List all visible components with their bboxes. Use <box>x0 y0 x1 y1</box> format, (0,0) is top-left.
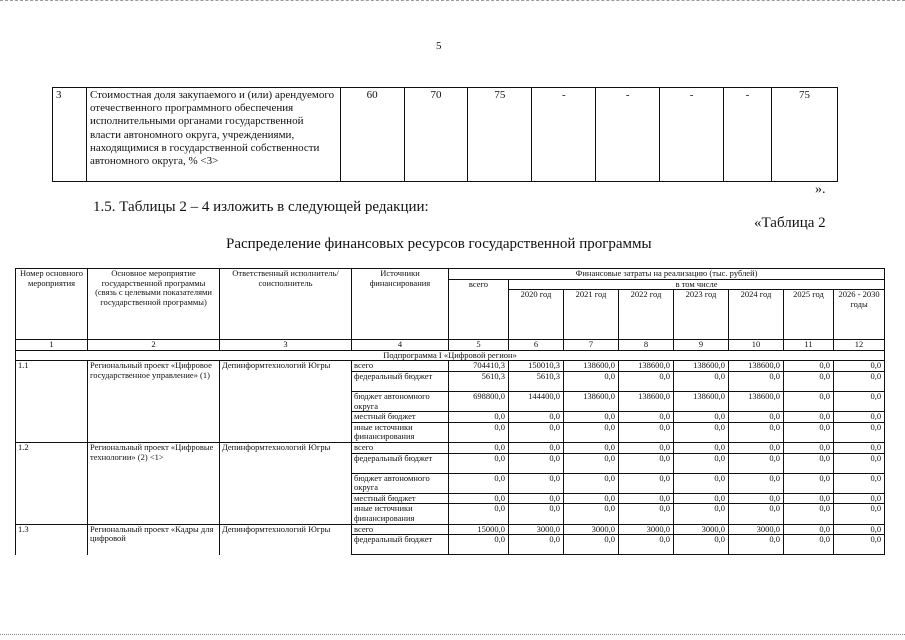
amount-cell: 3000,0 <box>674 524 729 535</box>
financial-resources-table <box>15 268 885 555</box>
indicator-text: Стоимостная доля закупаемого и (или) арендуемого отечественного программного обеспечения исполнительными органами государственной власти автономного округа, учреждениями, находящимися в государственной собственности автономного округа, % <3> <box>86 88 340 182</box>
amount-cell: 0,0 <box>729 535 784 555</box>
column-index: 3 <box>220 340 352 351</box>
amount-cell: 0,0 <box>784 493 834 504</box>
indicator-value: - <box>724 88 772 182</box>
amount-cell: 3000,0 <box>619 524 674 535</box>
table-label: «Таблица 2 <box>754 215 826 231</box>
header-year: 2020 год <box>509 290 564 340</box>
activity-num: 1.2 <box>16 442 88 524</box>
header-source: Источники финансирования <box>352 269 449 340</box>
funding-source: иные источники финансирования <box>352 504 449 524</box>
amount-cell: 0,0 <box>619 442 674 453</box>
amount-cell: 0,0 <box>449 504 509 524</box>
amount-cell: 150010,3 <box>509 361 564 372</box>
column-index: 6 <box>509 340 564 351</box>
activity-executor: Депинформтехнологий Югры <box>220 442 352 524</box>
amount-cell: 0,0 <box>449 535 509 555</box>
amount-cell: 0,0 <box>784 473 834 493</box>
amount-cell: 5610,3 <box>449 371 509 391</box>
funding-source: всего <box>352 361 449 372</box>
funding-source: местный бюджет <box>352 412 449 423</box>
amount-cell: 0,0 <box>619 371 674 391</box>
activity-num: 1.1 <box>16 361 88 443</box>
amount-cell: 0,0 <box>449 473 509 493</box>
amount-cell: 0,0 <box>784 442 834 453</box>
amount-cell: 0,0 <box>834 535 885 555</box>
amount-cell: 0,0 <box>564 453 619 473</box>
amount-cell: 0,0 <box>564 371 619 391</box>
amount-cell: 0,0 <box>729 371 784 391</box>
header-activity: Основное мероприятие государственной программы (связь с целевыми показателями государственной программы) <box>88 269 220 340</box>
amount-cell: 0,0 <box>729 493 784 504</box>
funding-source: федеральный бюджет <box>352 535 449 555</box>
amount-cell: 0,0 <box>674 473 729 493</box>
amount-cell: 0,0 <box>729 453 784 473</box>
amount-cell: 0,0 <box>509 422 564 442</box>
amount-cell: 698800,0 <box>449 391 509 411</box>
instruction-text: 1.5. Таблицы 2 – 4 изложить в следующей редакции: <box>93 199 429 215</box>
amount-cell: 0,0 <box>784 535 834 555</box>
amount-cell: 138600,0 <box>619 361 674 372</box>
amount-cell: 0,0 <box>729 412 784 423</box>
amount-cell: 144400,0 <box>509 391 564 411</box>
amount-cell: 3000,0 <box>729 524 784 535</box>
amount-cell: 0,0 <box>449 493 509 504</box>
amount-cell: 0,0 <box>619 422 674 442</box>
closing-quote: ». <box>815 182 826 197</box>
header-costs: Финансовые затраты на реализацию (тыс. рублей) <box>449 269 885 280</box>
amount-cell: 704410,3 <box>449 361 509 372</box>
amount-cell: 3000,0 <box>564 524 619 535</box>
amount-cell: 0,0 <box>449 412 509 423</box>
amount-cell: 0,0 <box>834 442 885 453</box>
table-title: Распределение финансовых ресурсов государственной программы <box>226 236 652 252</box>
amount-cell: 0,0 <box>449 453 509 473</box>
amount-cell: 0,0 <box>834 524 885 535</box>
funding-source: всего <box>352 442 449 453</box>
funding-source: иные источники финансирования <box>352 422 449 442</box>
amount-cell: 138600,0 <box>674 361 729 372</box>
indicator-num: 3 <box>53 88 87 182</box>
amount-cell: 0,0 <box>834 412 885 423</box>
amount-cell: 0,0 <box>784 422 834 442</box>
amount-cell: 0,0 <box>619 453 674 473</box>
header-row-1 <box>16 269 885 280</box>
table-row <box>16 361 885 372</box>
indicator-value: - <box>596 88 660 182</box>
header-executor: Ответственный исполнитель/ соисполнитель <box>220 269 352 340</box>
amount-cell: 0,0 <box>619 412 674 423</box>
amount-cell: 0,0 <box>729 504 784 524</box>
header-year: 2023 год <box>674 290 729 340</box>
amount-cell: 15000,0 <box>449 524 509 535</box>
amount-cell: 0,0 <box>784 504 834 524</box>
amount-cell: 0,0 <box>674 371 729 391</box>
amount-cell: 0,0 <box>509 442 564 453</box>
amount-cell: 0,0 <box>564 442 619 453</box>
header-year: 2021 год <box>564 290 619 340</box>
amount-cell: 0,0 <box>509 412 564 423</box>
column-index-row <box>16 340 885 351</box>
column-index: 12 <box>834 340 885 351</box>
amount-cell: 0,0 <box>619 535 674 555</box>
indicator-value: 75 <box>468 88 532 182</box>
amount-cell: 0,0 <box>674 504 729 524</box>
amount-cell: 0,0 <box>509 504 564 524</box>
amount-cell: 0,0 <box>509 473 564 493</box>
amount-cell: 0,0 <box>784 371 834 391</box>
amount-cell: 138600,0 <box>564 391 619 411</box>
amount-cell: 0,0 <box>674 493 729 504</box>
column-index: 7 <box>564 340 619 351</box>
funding-source: местный бюджет <box>352 493 449 504</box>
indicator-value: 70 <box>404 88 468 182</box>
amount-cell: 0,0 <box>729 422 784 442</box>
column-index: 11 <box>784 340 834 351</box>
amount-cell: 0,0 <box>509 493 564 504</box>
amount-cell: 138600,0 <box>619 391 674 411</box>
amount-cell: 0,0 <box>784 412 834 423</box>
table-row <box>16 442 885 453</box>
amount-cell: 0,0 <box>834 453 885 473</box>
amount-cell: 0,0 <box>834 504 885 524</box>
subprogram-title: Подпрограмма I «Цифровой регион» <box>16 350 885 361</box>
amount-cell: 0,0 <box>784 453 834 473</box>
amount-cell: 0,0 <box>564 412 619 423</box>
amount-cell: 0,0 <box>784 391 834 411</box>
amount-cell: 0,0 <box>834 361 885 372</box>
funding-source: федеральный бюджет <box>352 453 449 473</box>
column-index: 8 <box>619 340 674 351</box>
scan-edge-bottom <box>0 634 905 636</box>
column-index: 10 <box>729 340 784 351</box>
amount-cell: 0,0 <box>784 524 834 535</box>
amount-cell: 138600,0 <box>729 361 784 372</box>
table-row <box>16 524 885 535</box>
activity-name: Региональный проект «Цифровые технологии» (2) <1> <box>88 442 220 524</box>
amount-cell: 0,0 <box>619 493 674 504</box>
amount-cell: 0,0 <box>509 453 564 473</box>
indicator-value: - <box>532 88 596 182</box>
indicator-table <box>52 87 838 182</box>
amount-cell: 0,0 <box>674 453 729 473</box>
header-year: 2026 - 2030 годы <box>834 290 885 340</box>
scan-edge-top <box>0 0 905 2</box>
column-index: 5 <box>449 340 509 351</box>
header-year: 2022 год <box>619 290 674 340</box>
amount-cell: 0,0 <box>784 361 834 372</box>
amount-cell: 138600,0 <box>674 391 729 411</box>
column-index: 9 <box>674 340 729 351</box>
amount-cell: 0,0 <box>834 371 885 391</box>
activity-executor: Депинформтехнологий Югры <box>220 361 352 443</box>
amount-cell: 0,0 <box>834 473 885 493</box>
header-total: всего <box>449 279 509 340</box>
amount-cell: 3000,0 <box>509 524 564 535</box>
amount-cell: 0,0 <box>564 493 619 504</box>
subprogram-row <box>16 350 885 361</box>
header-year: 2025 год <box>784 290 834 340</box>
indicator-value: 60 <box>340 88 404 182</box>
page-number: 5 <box>436 40 442 52</box>
amount-cell: 0,0 <box>729 442 784 453</box>
header-year: 2024 год <box>729 290 784 340</box>
amount-cell: 0,0 <box>834 493 885 504</box>
activity-name: Региональный проект «Цифровое государственное управление» (1) <box>88 361 220 443</box>
amount-cell: 0,0 <box>674 412 729 423</box>
amount-cell: 0,0 <box>619 504 674 524</box>
activity-name: Региональный проект «Кадры для цифровой <box>88 524 220 555</box>
amount-cell: 0,0 <box>674 442 729 453</box>
funding-source: бюджет автономного округа <box>352 391 449 411</box>
funding-source: всего <box>352 524 449 535</box>
activity-num: 1.3 <box>16 524 88 555</box>
amount-cell: 138600,0 <box>564 361 619 372</box>
amount-cell: 0,0 <box>619 473 674 493</box>
funding-source: бюджет автономного округа <box>352 473 449 493</box>
amount-cell: 0,0 <box>564 473 619 493</box>
amount-cell: 0,0 <box>834 391 885 411</box>
funding-source: федеральный бюджет <box>352 371 449 391</box>
indicator-value: - <box>660 88 724 182</box>
amount-cell: 0,0 <box>449 442 509 453</box>
amount-cell: 0,0 <box>564 504 619 524</box>
header-including: в том числе <box>509 279 885 290</box>
amount-cell: 138600,0 <box>729 391 784 411</box>
amount-cell: 5610,3 <box>509 371 564 391</box>
header-num: Номер основного мероприятия <box>16 269 88 340</box>
amount-cell: 0,0 <box>449 422 509 442</box>
amount-cell: 0,0 <box>564 422 619 442</box>
amount-cell: 0,0 <box>564 535 619 555</box>
amount-cell: 0,0 <box>834 422 885 442</box>
indicator-row <box>53 88 838 182</box>
column-index: 1 <box>16 340 88 351</box>
indicator-value: 75 <box>771 88 837 182</box>
amount-cell: 0,0 <box>729 473 784 493</box>
column-index: 2 <box>88 340 220 351</box>
amount-cell: 0,0 <box>674 535 729 555</box>
column-index: 4 <box>352 340 449 351</box>
amount-cell: 0,0 <box>509 535 564 555</box>
amount-cell: 0,0 <box>674 422 729 442</box>
activity-executor: Депинформтехнологий Югры <box>220 524 352 555</box>
